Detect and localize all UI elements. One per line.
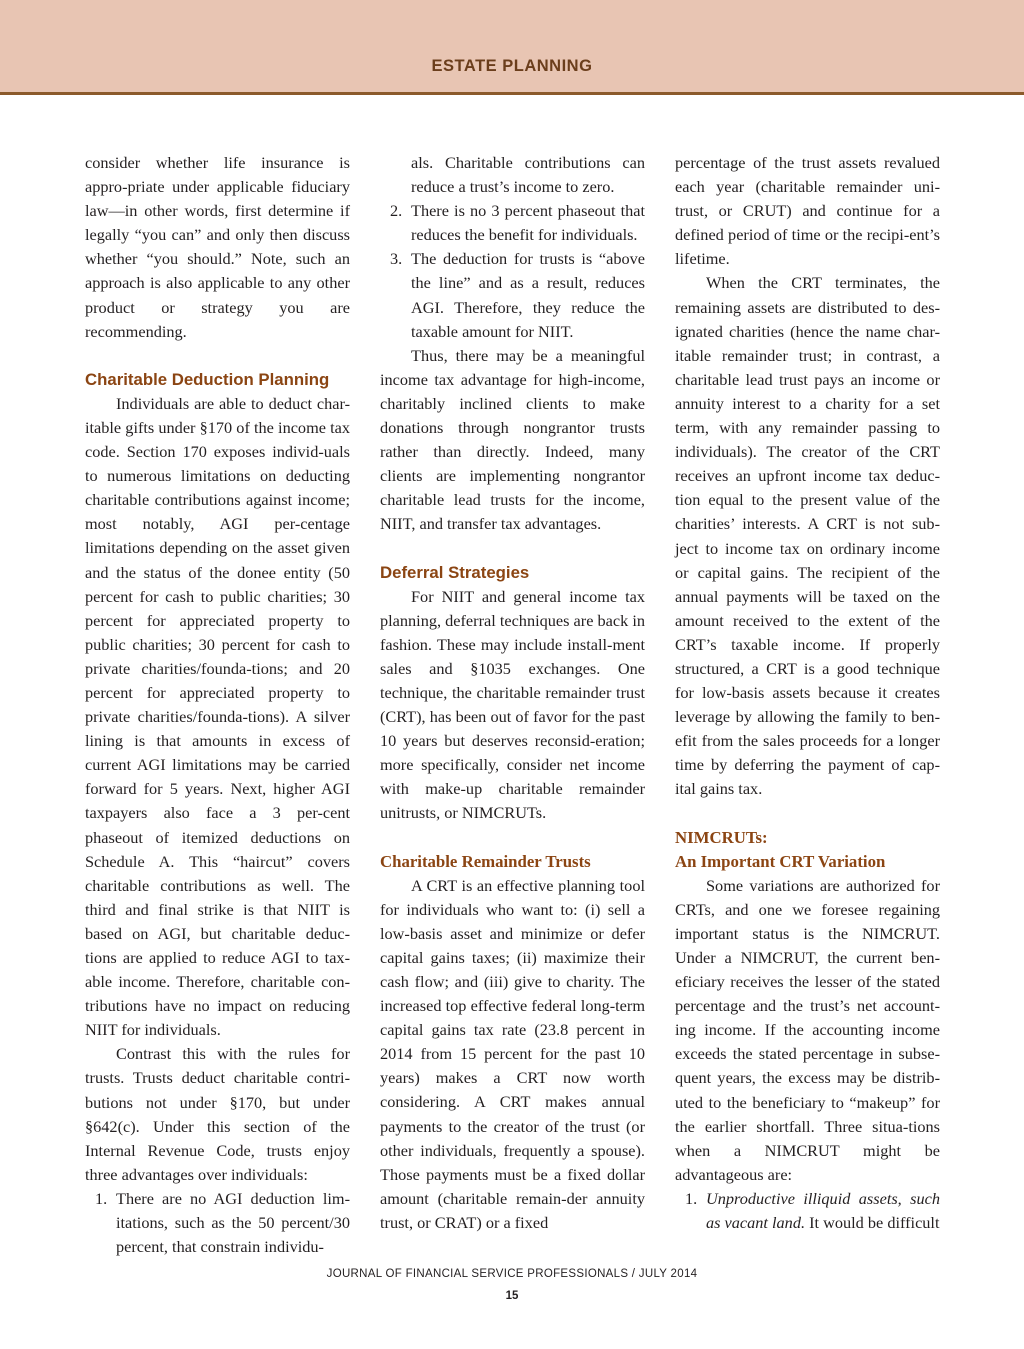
heading-nimcruts-line2: An Important CRT Variation	[675, 851, 886, 871]
paragraph-crt: A CRT is an effective planning tool for individuals who want to: (i) sell a low-basis asset and minimize or defer capital gains taxes; (ii) maximize their cash flow; and (iii) give to charity. The increased top effective federal long-term capital gains tax rate (23.8 percent in 2014 from 15 percent for the past 10 years) makes a CRT now worth considering. A CRT makes annual payments to the creator of the trust (or other individuals, frequently a spouse). Those payments must be a fixed dollar amount (charitable remain-der annuity trust, or CRAT) or a fixed	[380, 875, 645, 1232]
heading-charitable-remainder-trusts: Charitable Remainder Trusts	[380, 851, 591, 871]
situations-list	[675, 1187, 940, 1235]
list-item	[380, 247, 645, 343]
list-number: 2.	[390, 201, 403, 221]
list-text: There are no AGI deduction lim-itations, such as the 50 percent/30 percent, that constrain individu-	[116, 1188, 350, 1257]
column-1	[85, 151, 350, 1259]
page-number: 15	[505, 1290, 519, 1302]
paragraph-percentage: percentage of the trust assets revalued each year (charitable remainder uni-trust, or CRUT) and continue for a defined period of time or the recipi-ent’s lifetime.	[675, 153, 940, 269]
list-text: The deduction for trusts is “above the line” and as a result, reduces AGI. Therefore, they reduce the taxable amount for NIIT.	[411, 249, 645, 341]
list-item	[675, 1187, 940, 1235]
heading-nimcruts	[675, 826, 940, 874]
advantages-list-continued	[380, 199, 645, 344]
paragraph-variations: Some variations are authorized for CRTs, and one we foresee regaining important status is the NIMCRUT. Under a NIMCRUT, the current ben-eficiary receives the lesser of the stated percentage and the trust’s net account-ing income. If the accounting income exceeds the stated percentage in subse-quent years, the excess may be distrib-uted to the beneficiary to “makeup” for the earlier shortfall. Three situa-tions when a NIMCRUT might be advantageous are:	[675, 875, 940, 1184]
paragraph-thus: Thus, there may be a meaningful income tax advantage for high-income, charitably inclined clients to make donations through nongrantor trusts rather than directly. Indeed, many clients are implementing nongrantor charitable lead trusts for the income, NIIT, and transfer tax advantages.	[380, 345, 645, 534]
list-number: 1.	[95, 1188, 108, 1208]
paragraph-individuals: Individuals are able to deduct char-itable gifts under §170 of the income tax code. Section 170 exposes individ-uals to numerous limitations on deducting charitable contributions against income; most notably, AGI per-centage limitations depending on the asset given and the status of the donee entity (50 percent for cash to public charities; 30 percent for appreciated property to public charities; 30 percent for cash to private charities/founda-tions; and 20 percent for appreciated property to private charities/founda-tions). A silver lining is that amounts in excess of current AGI limitations may be carried forward for 5 years. Next, higher AGI taxpayers also face a 3 per-cent phaseout of itemized deductions on Schedule A. This “haircut” covers charitable contributions as well. The third and final strike is that NIIT is based on AGI, but charitable deduc-tions are applied to reduce AGI to tax-able income. Therefore, charitable con-tributions have no impact on reducing NIIT for individuals.	[85, 393, 350, 1040]
list-text: There is no 3 percent phaseout that reduces the benefit for individuals.	[411, 201, 645, 245]
list-item	[85, 1187, 350, 1259]
heading-nimcruts-line1: NIMCRUTs:	[675, 827, 768, 847]
list-number: 3.	[390, 249, 403, 269]
section-title: ESTATE PLANNING	[431, 57, 593, 75]
list-number: 1.	[685, 1188, 698, 1208]
list-item	[380, 199, 645, 247]
heading-charitable-deduction-planning: Charitable Deduction Planning	[85, 369, 330, 389]
paragraph-intro: consider whether life insurance is appro-priate under applicable fiduciary law—in other words, first determine if legally “you can” and only then discuss whether “you should.” Note, such an approach is also applicable to any other product or strategy you are recommending.	[85, 153, 350, 341]
heading-deferral-strategies: Deferral Strategies	[380, 562, 530, 582]
column-2	[380, 151, 645, 1235]
list-item-continuation: als. Charitable contributions can reduce a trust’s income to zero.	[411, 153, 645, 197]
list-text: It would be difficult	[805, 1213, 940, 1233]
footer-journal: JOURNAL OF FINANCIAL SERVICE PROFESSIONALS / JULY 2014	[326, 1268, 698, 1280]
advantages-list	[85, 1187, 350, 1259]
paragraph-deferral: For NIIT and general income tax planning, deferral techniques are back in fashion. These may include install-ment sales and §1035 exchanges. One technique, the charitable remainder trust (CRT), has been out of favor for the past 10 years but deserves reconsid-eration; more specifically, consider net income with make-up charitable remainder unitrusts, or NIMCRUTs.	[380, 586, 645, 823]
column-3	[675, 151, 940, 1235]
list-italic-text: Unproductive illiquid assets, such as vacant land.	[706, 1188, 940, 1233]
header-band	[0, 0, 1024, 95]
paragraph-contrast: Contrast this with the rules for trusts. Trusts deduct charitable contri-butions not under §170, but under §642(c). Under this section of the Internal Revenue Code, trusts enjoy three advantages over individuals:	[85, 1044, 350, 1184]
paragraph-terminates: When the CRT terminates, the remaining assets are distributed to des-ignated charities (hence the name char-itable remainder trust; in contrast, a charitable lead trust pays an income or annuity interest to a charity for a set term, with any remainder passing to individuals). The creator of the CRT receives an upfront income tax deduc-tion equal to the present value of the charities’ interests. A CRT is not sub-ject to income tax on ordinary income or capital gains. The recipient of the annual payments will be taxed on the amount received to the extent of the CRT’s taxable income. If properly structured, a CRT is a good technique for low-basis assets because it creates leverage by allowing the family to ben-efit from the sales proceeds for a longer time by deferring the payment of cap-ital gains tax.	[675, 273, 940, 799]
